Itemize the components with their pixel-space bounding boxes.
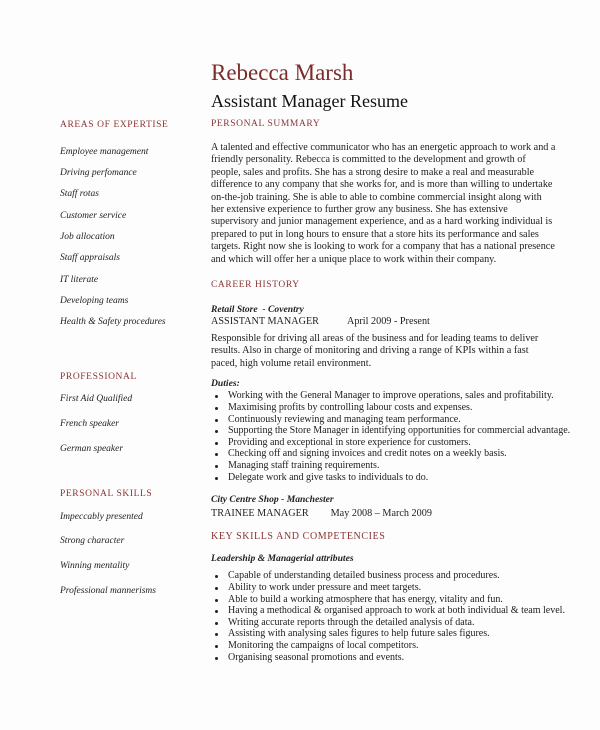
professional-item: German speaker [60,444,124,454]
duty-item: Maximising profits by controlling labour costs and expenses. [211,402,556,414]
duty-item: Managing staff training requirements. [211,460,556,472]
duty-item: Delegate work and give tasks to individuals to do. [211,472,556,484]
skill-item: Capable of understanding detailed business process and procedures. [211,570,556,582]
area-item: Health & Safety procedures [60,317,166,327]
skills-subheading: Leadership & Managerial attributes [211,553,354,564]
job-employer: Retail Store - Coventry [211,304,304,315]
personal-skill-item: Strong character [60,536,125,546]
professional-item: French speaker [60,419,119,429]
job-employer: City Centre Shop - Manchester [211,494,334,505]
summary-text: A talented and effective communicator who has an energetic approach to work and a friendly personality. Rebecca is committed to the development and growth of people, sales and profits. She has a strong desire to make a real and measurable difference to any company that she works for, and is more than willing to undertake on-the-job training. She is able to able to combine commercial insight along with her extensive experience to further grow any business. She has extensive supervisory and junior management experience, and as a hard working individual is prepared to put in long hours to ensure that a store hits its performance and sales targets. Right now she is looking to work for a company that has a national presence and which will offer her a unique place to work within their company. [211,142,556,265]
duty-item: Checking off and signing invoices and credit notes on a weekly basis. [211,448,556,460]
skill-item: Writing accurate reports through the detailed analysis of data. [211,617,556,629]
duty-item: Providing and exceptional in store experience for customers. [211,437,556,449]
duty-item: Continuously reviewing and managing team performance. [211,414,556,426]
duties-label: Duties: [211,378,240,390]
personal-skills-heading: PERSONAL SKILLS [60,489,153,499]
area-item: Developing teams [60,296,129,306]
skill-item: Monitoring the campaigns of local competitors. [211,640,556,652]
area-item: Customer service [60,211,127,221]
job-title: TRAINEE MANAGER [211,508,309,520]
area-item: Staff rotas [60,189,99,199]
area-item: Job allocation [60,232,115,242]
areas-heading: AREAS OF EXPERTISE [60,120,169,130]
skill-item: Assisting with analysing sales figures to help future sales figures. [211,628,556,640]
job-city-centre [211,494,556,521]
job-title-row [211,316,556,328]
job-description: Responsible for driving all areas of the business and for leading teams to deliver results. Also in charge of monitoring and driving a range of KPIs within a fast paced, high volume retail environment. [211,332,539,369]
skill-item: Organising seasonal promotions and events. [211,652,556,664]
area-item: Driving perfomance [60,168,137,178]
resume-name: Rebecca Marsh [211,60,354,85]
skills-section [211,553,565,663]
skill-item: Having a methodical & organised approach to work at both individual & team level. [211,605,556,617]
area-item: IT literate [60,275,99,285]
career-heading: CAREER HISTORY [211,280,300,290]
professional-heading: PROFESSIONAL [60,372,137,382]
job-title-row [211,508,556,520]
resume-subtitle: Assistant Manager Resume [211,91,408,111]
personal-skill-item: Impeccably presented [60,512,143,522]
job-dates: May 2008 – March 2009 [330,508,432,520]
area-item: Staff appraisals [60,253,120,263]
area-item: Employee management [60,147,149,157]
duty-item: Supporting the Store Manager in identifying opportunities for commercial advantage. [211,425,556,437]
job-dates: April 2009 - Present [346,316,430,328]
skills-list [211,570,565,663]
personal-skill-item: Professional mannerisms [60,586,156,596]
summary-heading: PERSONAL SUMMARY [211,119,321,129]
job-retail-store [211,304,571,483]
skill-item: Able to build a working atmosphere that has energy, vitality and fun. [211,594,556,606]
duty-item: Working with the General Manager to improve operations, sales and profitability. [211,390,556,402]
job-title: ASSISTANT MANAGER [211,316,319,328]
skill-item: Ability to work under pressure and meet targets. [211,582,556,594]
professional-item: First Aid Qualified [60,394,133,404]
skills-heading: KEY SKILLS AND COMPETENCIES [211,531,386,542]
duties-list [211,390,571,483]
personal-skill-item: Winning mentality [60,561,130,571]
